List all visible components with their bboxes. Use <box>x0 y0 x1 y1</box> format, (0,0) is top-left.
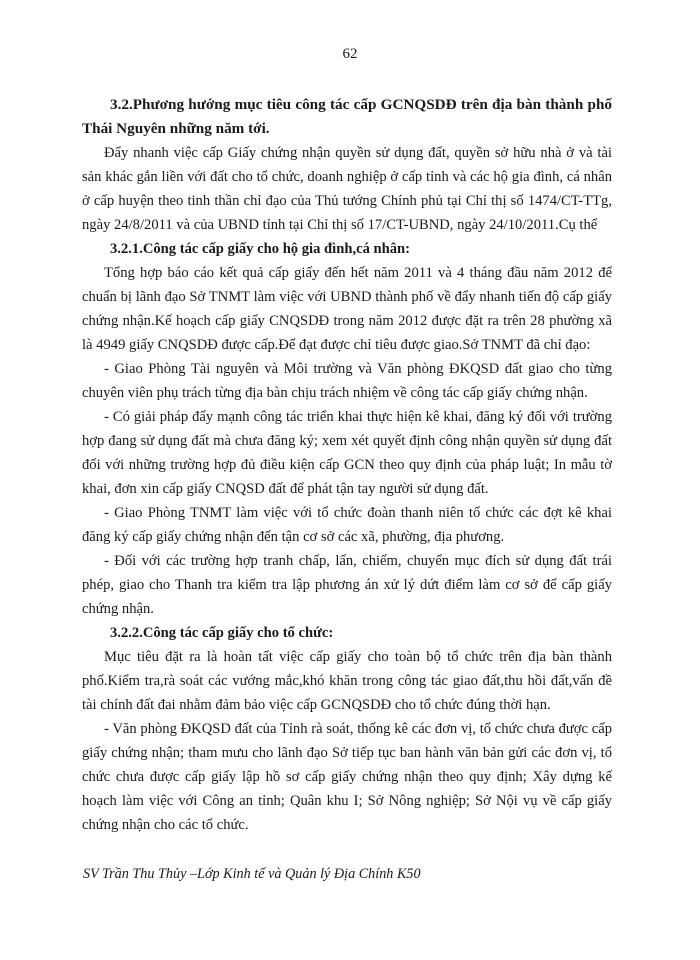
section-heading-3-2-2: 3.2.2.Công tác cấp giấy cho tổ chức: <box>110 625 334 641</box>
section-1-bullet: - Giao Phòng TNMT làm việc với tổ chức đoàn thanh niên tổ chức các đợt kê khai đăng ký cấp giấy chứng nhận đến tận cơ sở các xã, phường, địa phương. <box>82 505 612 545</box>
section-1-bullet: - Đối với các trường hợp tranh chấp, lấn, chiếm, chuyển mục đích sử dụng đất trái phép, giao cho Thanh tra kiểm tra lập phương án xử lý dứt điểm làm cơ sở để cấp giấy chứng nhận. <box>82 553 612 617</box>
section-1-bullet: - Có giải pháp đẩy mạnh công tác triển khai thực hiện kê khai, đăng ký đối với trường hợp đang sử dụng đất mà chưa đăng ký; xem xét quyết định công nhận quyền sử dụng đất đối với những trường hợp đủ điều kiện cấp GCN theo quy định của pháp luật; In mẫu tờ khai, đơn xin cấp giấy CNQSD đất để phát tận tay người sử dụng đất. <box>82 409 612 497</box>
section-1-paragraph: Tổng hợp báo cáo kết quả cấp giấy đến hết năm 2011 và 4 tháng đầu năm 2012 để chuẩn bị lãnh đạo Sở TNMT làm việc với UBND thành phố về đẩy nhanh tiến độ cấp giấy chứng nhận.Kế hoạch cấp giấy CNQSDĐ trong năm 2012 được đặt ra trên 28 phường xã là 4949 giấy CNQSDĐ được cấp.Để đạt được chỉ tiêu được giao.Sở TNMT đã chỉ đạo: <box>82 265 612 353</box>
page-number: 62 <box>342 46 358 62</box>
section-heading-3-2-1: 3.2.1.Công tác cấp giấy cho hộ gia đình,cá nhân: <box>110 241 411 257</box>
section-heading-3-2: 3.2.Phương hướng mục tiêu công tác cấp GCNQSDĐ trên địa bàn thành phố Thái Nguyên những năm tới. <box>82 96 612 137</box>
page-footer: SV Trần Thu Thủy –Lớp Kinh tế và Quản lý Địa Chính K50 <box>83 866 421 882</box>
section-2-paragraph: Mục tiêu đặt ra là hoàn tất việc cấp giấy cho toàn bộ tổ chức trên địa bàn thành phố.Kiểm tra,rà soát các vướng mắc,khó khăn trong công tác giao đất,thu hồi đất,vấn đề tài chính đất đai nhằm đảm bảo việc cấp GCNQSDĐ cho tổ chức đúng thời hạn. <box>82 649 612 713</box>
intro-paragraph: Đẩy nhanh việc cấp Giấy chứng nhận quyền sử dụng đất, quyền sở hữu nhà ở và tài sản khác gắn liền với đất cho tổ chức, doanh nghiệp ở cấp tỉnh và các hộ gia đình, cá nhân ở cấp huyện theo tinh thần chỉ đạo của Thủ tướng Chính phủ tại Chỉ thị số 1474/CT-TTg, ngày 24/8/2011 và của UBND tỉnh tại Chỉ thị số 17/CT-UBND, ngày 24/10/2011.Cụ thể <box>82 145 612 233</box>
section-1-bullet: - Giao Phòng Tài nguyên và Môi trường và Văn phòng ĐKQSD đất giao cho từng chuyên viên phụ trách từng địa bàn chịu trách nhiệm về công tác cấp giấy chứng nhận. <box>82 361 612 401</box>
section-2-bullet: - Văn phòng ĐKQSD đất của Tỉnh rà soát, thống kê các đơn vị, tổ chức chưa được cấp giấy chứng nhận; tham mưu cho lãnh đạo Sở tiếp tục ban hành văn bản gửi các đơn vị, tổ chức chưa được cấp giấy lập hồ sơ cấp giấy chứng nhận theo quy định; Xây dựng kế hoạch làm việc với Công an tỉnh; Quân khu I; Sở Nông nghiệp; Sở Nội vụ về cấp giấy chứng nhận cho các tổ chức. <box>82 721 612 833</box>
page-content <box>82 93 612 837</box>
